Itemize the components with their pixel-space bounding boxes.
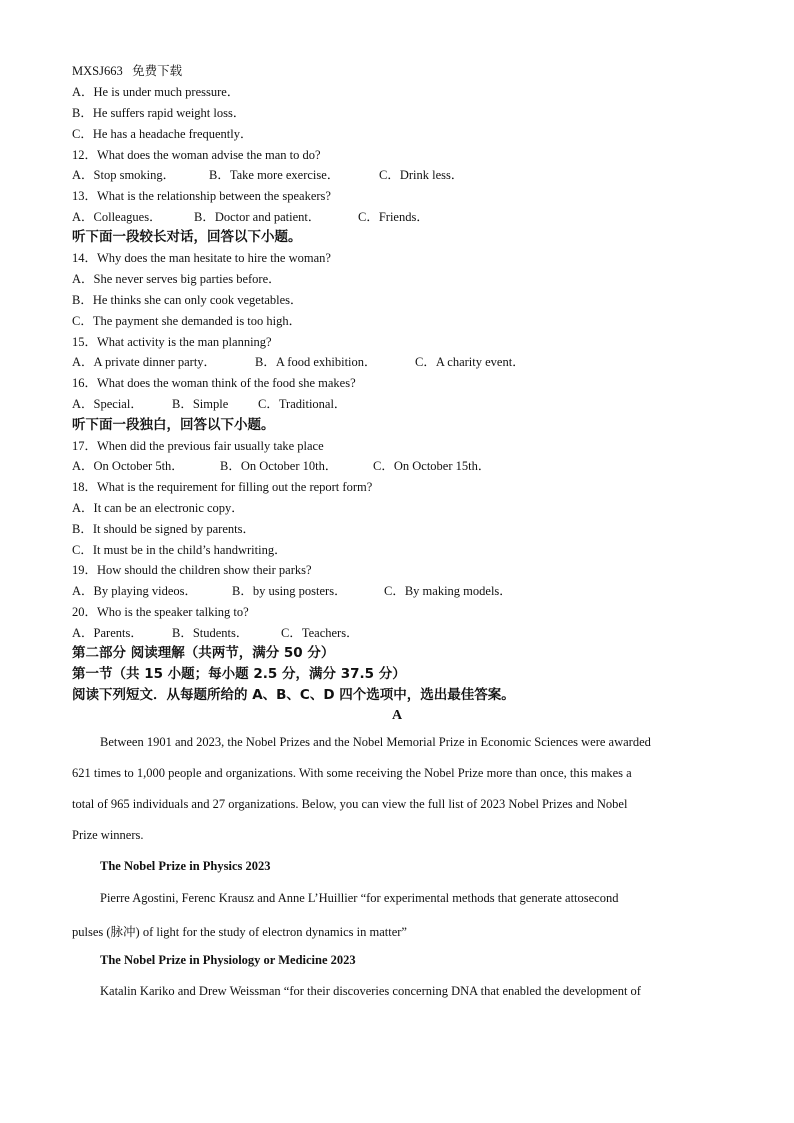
q15-stem: 15．What activity is the man planning? <box>72 335 272 349</box>
intro-line-3: total of 965 individuals and 27 organizations. Below, you can view the full list of 2023 Nobel Prizes and Nobel <box>72 797 628 811</box>
q20-option-a: A．Parents． <box>72 626 143 640</box>
reading-instruction: 阅读下列短文．从每题所给的 A、B、C、D 四个选项中，选出最佳答案。 <box>72 687 515 703</box>
q13-options <box>72 209 429 225</box>
physics-line-1: Pierre Agostini, Ferenc Krausz and Anne L’Huillier “for experimental methods that generate attosecond <box>100 891 619 905</box>
q18-option-c: C．It must be in the child’s handwriting． <box>72 543 287 557</box>
q20-options <box>72 625 359 641</box>
q15-options <box>72 354 525 370</box>
q13-option-b: B．Doctor and patient． <box>194 210 321 224</box>
intro-line-2: 621 times to 1,000 people and organizations. With some receiving the Nobel Prize more than once, this makes a <box>72 766 632 780</box>
download-note: 免费下载 <box>132 64 183 78</box>
q19-option-b: B．by using posters． <box>232 584 347 598</box>
q17-stem: 17．When did the previous fair usually take place <box>72 439 324 453</box>
q18-option-a: A．It can be an electronic copy． <box>72 501 244 515</box>
q18-stem: 18．What is the requirement for filling out the report form? <box>72 480 373 494</box>
q19-options <box>72 583 512 599</box>
medicine-line-1: Katalin Kariko and Drew Weissman “for their discoveries concerning DNA that enabled the development of <box>100 984 641 998</box>
intro-line-4: Prize winners. <box>72 828 144 842</box>
q13-stem: 13．What is the relationship between the speakers? <box>72 189 331 203</box>
q16-option-a: A．Special． <box>72 397 143 411</box>
q15-option-b: B．A food exhibition． <box>255 355 377 369</box>
q11-option-c: C．He has a headache frequently． <box>72 127 253 141</box>
q12-option-b: B．Take more exercise． <box>209 168 340 182</box>
q19-stem: 19．How should the children show their parks? <box>72 563 312 577</box>
q16-options <box>72 396 346 412</box>
q20-option-b: B．Students． <box>172 626 249 640</box>
q11-option-a: A．He is under much pressure． <box>72 85 240 99</box>
q19-option-c: C．By making models． <box>384 584 512 598</box>
q13-option-a: A．Colleagues． <box>72 210 162 224</box>
part2-title: 第二部分 阅读理解（共两节，满分 50 分） <box>72 645 335 661</box>
medicine-heading: The Nobel Prize in Physiology or Medicine 2023 <box>100 953 356 967</box>
physics-line-2: pulses (脉冲) of light for the study of electron dynamics in matter” <box>72 925 407 939</box>
q17-option-c: C．On October 15th． <box>373 459 491 473</box>
q20-option-c: C．Teachers． <box>281 626 359 640</box>
q12-options <box>72 167 463 183</box>
q12-option-a: A．Stop smoking． <box>72 168 176 182</box>
q17-option-b: B．On October 10th． <box>220 459 338 473</box>
q14-option-a: A．She never serves big parties before． <box>72 272 281 286</box>
listening-instruction-1: 听下面一段较长对话，回答以下小题。 <box>72 229 302 245</box>
intro-line-1: Between 1901 and 2023, the Nobel Prizes and the Nobel Memorial Prize in Economic Sciences were awarded <box>100 735 651 749</box>
q17-options <box>72 458 490 474</box>
q12-option-c: C．Drink less． <box>379 168 464 182</box>
q16-option-c: C．Traditional． <box>258 397 347 411</box>
q11-option-b: B．He suffers rapid weight loss． <box>72 106 246 120</box>
physics-heading: The Nobel Prize in Physics 2023 <box>100 859 271 873</box>
q14-stem: 14．Why does the man hesitate to hire the woman? <box>72 251 331 265</box>
q14-option-b: B．He thinks she can only cook vegetables． <box>72 293 303 307</box>
q15-option-c: C．A charity event． <box>415 355 525 369</box>
passage-label: A <box>391 708 403 723</box>
q12-stem: 12．What does the woman advise the man to do? <box>72 148 321 162</box>
q20-stem: 20．Who is the speaker talking to? <box>72 605 249 619</box>
q18-option-b: B．It should be signed by parents． <box>72 522 255 536</box>
listening-instruction-2: 听下面一段独白，回答以下小题。 <box>72 417 275 433</box>
q14-option-c: C．The payment she demanded is too high． <box>72 314 302 328</box>
section1-title: 第一节（共 15 小题；每小题 2.5 分，满分 37.5 分） <box>72 666 406 682</box>
q16-stem: 16．What does the woman think of the food she makes? <box>72 376 356 390</box>
q19-option-a: A．By playing videos． <box>72 584 197 598</box>
q15-option-a: A．A private dinner party． <box>72 355 217 369</box>
q17-option-a: A．On October 5th． <box>72 459 184 473</box>
q16-option-b: B．Simple <box>172 397 229 411</box>
doc-code: MXSJ663 <box>72 64 123 78</box>
page-header <box>72 63 182 79</box>
q13-option-c: C．Friends． <box>358 210 429 224</box>
